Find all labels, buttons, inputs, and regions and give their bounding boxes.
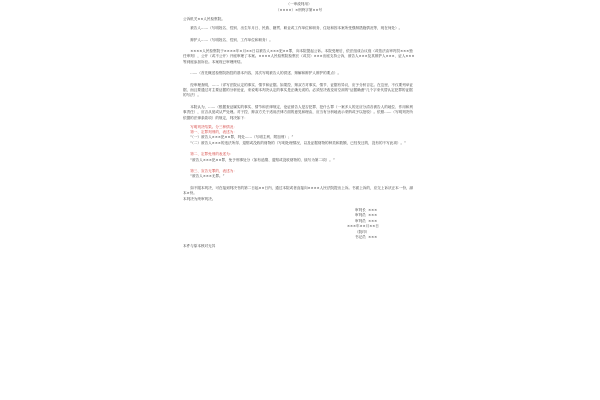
signature-block <box>347 208 415 240</box>
verdict-case1-item1: “（一）被告人×××犯××罪，判处……（写明主刑、附加刑）；” <box>190 135 294 140</box>
signer-name: ××× <box>368 218 378 223</box>
final-judgment-line: 本判决为终审判决。 <box>183 196 216 201</box>
role-label: 审判长 <box>355 208 366 213</box>
verdict-case1-title: 第一、定罪判刑的，表述为： <box>190 130 237 134</box>
appeal-notice: 如不服本判决，可在接到判决书的第二日起××日内，通过本院或者直接向××××人民法院提出上诉。书面上诉的，应交上诉状正本一份，副本×份。 <box>183 185 414 196</box>
facts-paragraph: 经审理查明，……（详写法院认定的事实、情节和证据。如果控、辩双方对事实、情节、证据有异议，应予分析否定。在这里，不仅要列举证据，而且要通过对主要证据的分析论证，来说明本判决认定的事实是正确无误的。必须坚决改变用空洞的"证据确凿"几个字来代替认定犯罪的证据的写法）。 <box>183 82 413 98</box>
signer-name: ××× <box>368 213 378 218</box>
reasoning-paragraph: 本院认为，……（根据查证属实的事实、情节和法律规定，论证被告人是否犯罪、犯什么罪（一案多人的还应分清各被告人的地位、作用和刑事责任），应否从宽或从严处理。对于控、辩双方关于适用法律方面的意见和理由，应当有分析地表示采纳或予以批驳）。依照……（写明判决所依据的法律条款项）的规定，判决如下： <box>183 104 413 120</box>
role-label: 审判员 <box>355 213 366 218</box>
verdict-case3-title: 第三、宣告无罪的，表述为： <box>190 169 237 174</box>
verification-footer: 本件与原本核对无异 <box>183 244 216 248</box>
role-label: 审判员 <box>355 218 366 223</box>
court-seal: （院印） <box>355 229 370 234</box>
defendant-line: 被告人……（写明姓名、性别、出生年月日、民族、籍贯、职业或工作单位和职务、住址和因本案所受强制措施情况等，现在何处）。 <box>190 26 403 31</box>
verdict-case1-item2: “（二）被告人×××的违法所得、退赔或没收的财物的（写明处理情况，以及证据财物的种类和数额，已经发还的，没有的不写此项）。” <box>190 140 406 145</box>
signer-name: ××× <box>368 235 378 240</box>
procedure-paragraph: ××××人民检察院于××××年×月××日以被告人×××犯××罪，向本院提起公诉。本院受理后，依法组成合议庭（或依法由审判员×××独任审判），公开（或不公开）开庭审理了本案。××××人民检察院检察长（或员）×××出庭支持公诉，被告人×××及其辩护人×××、证人×××等到庭参加诉讼。本案现已审理终结。 <box>183 49 415 64</box>
verdict-case2-title: 第二、定罪免刑的表述为： <box>190 152 234 157</box>
signature-date: ×××年××月××日 <box>347 224 379 229</box>
case-number: （××××）×刑终字第××号 <box>275 8 323 13</box>
role-label: 书记员 <box>355 235 366 240</box>
verdict-instruction: 写明判决结果。分三种情况： <box>190 124 237 129</box>
verdict-case3-text: “被告人×××无罪。” <box>190 174 225 179</box>
document-note: （一审改判用） <box>286 2 312 6</box>
defender-line: 辩护人……（写明姓名、性别、工作单位和职务）。 <box>190 37 273 42</box>
verdict-case2-text: “被告人×××犯××罪，免予刑事处分（如有追缴、退赔或没收财物的，续写为第二项）。” <box>190 157 335 162</box>
signer-name: ××× <box>368 208 378 213</box>
prosecutor-line: 公诉机关××人民检察院。 <box>183 17 225 22</box>
charges-paragraph: ……（首先概述检察院指控的基本内容，其次写明被告人的供述、辩解和辩护人辩护的要点）。 <box>190 71 342 76</box>
judgment-document <box>183 0 415 400</box>
